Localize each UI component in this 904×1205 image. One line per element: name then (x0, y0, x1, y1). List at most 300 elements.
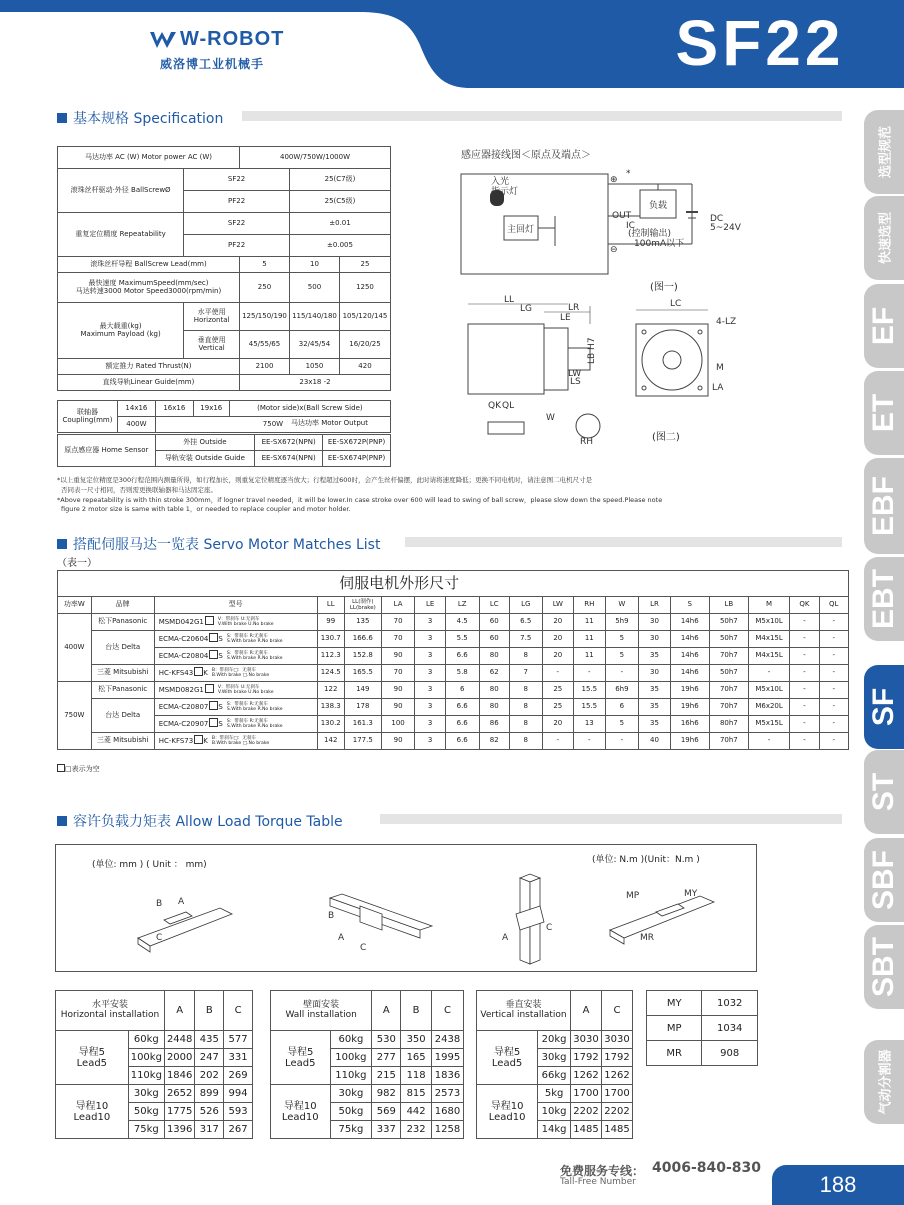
side-tab[interactable] (864, 665, 904, 749)
moment-value-cell: 1032 (702, 991, 758, 1016)
value-cell: - (819, 631, 848, 648)
value-cell: 130.2 (317, 716, 344, 733)
torque-value-cell: 1700 (602, 1085, 633, 1103)
svg-text:LC: LC (670, 299, 682, 309)
coupling-output-label: 马达功率 Motor Output (291, 419, 368, 427)
side-tab[interactable] (864, 110, 904, 194)
lead-cn: 导程10 (283, 1100, 317, 1112)
horizontal-torque-table (55, 990, 253, 1139)
value-cell: - (748, 665, 789, 682)
motor-header-cell: 品牌 (91, 597, 154, 614)
torque-col-header: A (372, 991, 401, 1031)
value-cell: 13 (574, 716, 606, 733)
motor-header-cell: LL (317, 597, 344, 614)
torque-value-cell: 1262 (571, 1067, 602, 1085)
moment-table (646, 990, 758, 1066)
value-cell: 50h7 (709, 631, 748, 648)
value-cell: 5 (605, 648, 639, 665)
value-cell: 142 (317, 733, 344, 750)
svg-text:QL: QL (502, 401, 515, 411)
value-cell: - (819, 614, 848, 631)
value-cell: 25 (542, 682, 574, 699)
brand-subtitle: 威洛博工业机械手 (160, 57, 265, 71)
value-cell: 6.6 (445, 699, 479, 716)
value-cell: - (790, 733, 819, 750)
torque-value-cell: 1792 (602, 1049, 633, 1067)
sensor-diagram-title: 感应器接线图＜原点及端点＞ (461, 150, 591, 161)
motor-table-body (58, 614, 849, 750)
torque-value-cell: 100kg (128, 1049, 164, 1067)
motor-header-cell: LZ (445, 597, 479, 614)
value-cell: 3 (415, 716, 445, 733)
brake-note (227, 634, 283, 645)
torque-value-cell: 815 (401, 1085, 432, 1103)
svg-text:LW: LW (568, 369, 582, 379)
value-cell: - (790, 631, 819, 648)
unit-mm: (单位: mm ) ( Unit ： mm) (92, 860, 207, 870)
brake-note-cn: B：带刹车□：无刹车 (211, 668, 257, 674)
value-cell: - (574, 665, 606, 682)
lead-cn: 导程5 (78, 1046, 106, 1058)
torque-value-cell: 577 (224, 1031, 253, 1049)
side-tab[interactable] (864, 196, 904, 280)
value-cell: 50h7 (709, 665, 748, 682)
model-cell (154, 648, 317, 665)
value-cell: 7.5 (509, 631, 542, 648)
value-cell: 3 (415, 733, 445, 750)
model-name: ECMA-C20604 (158, 635, 209, 644)
value-cell: 8 (509, 648, 542, 665)
value-cell: - (790, 648, 819, 665)
value-cell: 6 (445, 682, 479, 699)
value-cell: 5.5 (445, 631, 479, 648)
torque-value-cell: 110kg (128, 1067, 164, 1085)
value-cell: 5.8 (445, 665, 479, 682)
torque-value-cell: 50kg (128, 1103, 164, 1121)
motor-header-cell: LE (415, 597, 445, 614)
svg-text:LE: LE (560, 313, 571, 323)
spec-notes: *以上重复定位精度是300行程范围内测量所得，如行程加长，则重复定位精度逐当放大；行程超过600时，会产生丝杆偏摆，此时请将速度降低；更换不同电机时，请注意图二电机尺寸是 否同表一尺寸相同，否则需更换联轴器和马达固定座。 *Above repeatability is with thin stroke 300mm，if logner travel needed，it will be lower.In case stroke over 600 will lead to swing of ball screw，please slow down the speed.Please note figure 2 motor size is same with table 1，or needed to replace coupler and motor holder. (57, 476, 663, 514)
lead-cell (56, 1031, 129, 1085)
svg-text:M: M (716, 363, 724, 373)
motor-header-cell: LC (479, 597, 509, 614)
value-cell: 166.6 (344, 631, 381, 648)
svg-text:B: B (328, 911, 335, 921)
torque-value-cell: 20kg (538, 1031, 571, 1049)
svg-text:MY: MY (684, 889, 698, 899)
section-marker-icon (57, 113, 67, 123)
moment-label-cell: MR (647, 1041, 702, 1066)
brake-note (227, 702, 283, 713)
svg-text:MP: MP (626, 891, 640, 901)
torque-value-cell: 1700 (571, 1085, 602, 1103)
load-label: 负载 (649, 201, 668, 211)
value-cell: M5x15L (748, 716, 789, 733)
value-cell: 177.5 (344, 733, 381, 750)
motor-dimension-drawing (460, 294, 750, 444)
value-cell: 14h6 (670, 648, 709, 665)
torque-value-cell: 75kg (128, 1121, 164, 1139)
value-cell: 19h6 (670, 733, 709, 750)
lead-en: Lead5 (285, 1057, 316, 1069)
figure2-label: (图二) (652, 432, 680, 443)
model-name: ECMA-C20807 (158, 703, 209, 712)
value-cell: 8 (509, 682, 542, 699)
torque-value-cell: 10kg (538, 1103, 571, 1121)
value-cell: 80 (479, 682, 509, 699)
motor-header-cell: S (670, 597, 709, 614)
value-cell: 70 (381, 614, 415, 631)
value-cell: - (819, 733, 848, 750)
table-row (56, 1031, 253, 1049)
torque-value-cell: 1485 (571, 1121, 602, 1139)
side-tab-label: ET (867, 393, 900, 433)
torque-value-cell: 3030 (602, 1031, 633, 1049)
brake-note-cn: B：带刹车□：无刹车 (211, 736, 257, 742)
lead-cell (271, 1085, 331, 1139)
torque-value-cell: 2573 (432, 1085, 464, 1103)
model-suffix: K (203, 669, 208, 678)
side-tab-label: EBT (867, 569, 900, 629)
value-cell: 6.6 (445, 733, 479, 750)
power-cell: 750W (58, 682, 92, 750)
value-cell: 19h6 (670, 699, 709, 716)
value-cell: 70h7 (709, 682, 748, 699)
torque-col-header: B (401, 991, 432, 1031)
moment-value-cell: 908 (702, 1041, 758, 1066)
value-cell: 70 (381, 665, 415, 682)
brake-note-cn: S：带刹车 R:无刹车 (226, 651, 268, 657)
torque-value-cell: 30kg (128, 1085, 164, 1103)
side-tab[interactable] (864, 557, 904, 641)
svg-text:LL: LL (504, 295, 515, 305)
svg-text:LA: LA (712, 383, 724, 393)
torque-value-cell: 435 (195, 1031, 224, 1049)
brand-cell: 台达 Delta (91, 631, 154, 665)
brand-cell: 三菱 Mitsubishi (91, 665, 154, 682)
svg-text:QK: QK (488, 401, 501, 411)
table-row (271, 1085, 464, 1103)
svg-text:MR: MR (640, 933, 655, 943)
table-row (58, 682, 849, 699)
spec-section-title: 基本规格 Specification (57, 108, 223, 128)
torque-value-cell: 5kg (538, 1085, 571, 1103)
value-cell: 90 (381, 733, 415, 750)
value-cell: 30 (639, 631, 671, 648)
motor-header-cell: LR (639, 597, 671, 614)
value-cell: 35 (639, 682, 671, 699)
model-cell (154, 699, 317, 716)
value-cell: - (819, 648, 848, 665)
star-mark: * (626, 169, 631, 179)
torque-header-row (56, 991, 253, 1031)
model-cell (154, 631, 317, 648)
svg-text:LS: LS (570, 377, 581, 387)
brake-note (212, 668, 269, 679)
torque-value-cell: 30kg (538, 1049, 571, 1067)
torque-value-cell: 75kg (330, 1121, 372, 1139)
motor-header-cell: 型号 (154, 597, 317, 614)
brake-note-en: B.With brake □.No brake (211, 673, 270, 679)
main-circuit-label: 主回灯 (507, 225, 535, 235)
value-cell: - (819, 716, 848, 733)
value-cell: - (790, 665, 819, 682)
section-marker-icon (57, 816, 67, 826)
value-cell: 60 (479, 631, 509, 648)
torque-value-cell: 232 (401, 1121, 432, 1139)
value-cell: - (605, 665, 639, 682)
lead-en: Lead10 (488, 1111, 526, 1123)
value-cell: 11 (574, 614, 606, 631)
value-cell: - (542, 733, 574, 750)
install-title-en: Vertical installation (480, 1009, 567, 1020)
torque-value-cell: 1846 (164, 1067, 194, 1085)
side-tab[interactable] (864, 750, 904, 834)
motor-header-cell: M (748, 597, 789, 614)
model-name: MSMD042G1 (158, 618, 204, 627)
lead-cell (271, 1031, 331, 1085)
motor-header-cell: LG (509, 597, 542, 614)
table-row (647, 1041, 758, 1066)
value-cell: 70h7 (709, 699, 748, 716)
value-cell: 5 (605, 631, 639, 648)
model-suffix: S (218, 720, 223, 729)
torque-header-row (271, 991, 464, 1031)
value-cell: 86 (479, 716, 509, 733)
brake-note-cn: S：带刹车 R:无刹车 (226, 634, 268, 640)
value-cell: 8 (509, 733, 542, 750)
value-cell: 11 (574, 648, 606, 665)
sensor-wiring-diagram (460, 166, 750, 278)
value-cell: 35 (639, 699, 671, 716)
current-label: 100mA以下 (634, 239, 685, 249)
side-tab[interactable] (864, 371, 904, 455)
out-label: OUT (612, 211, 632, 221)
brake-note-en: S.With brake R.No brake (226, 707, 283, 713)
value-cell: 20 (542, 631, 574, 648)
table-row (58, 716, 849, 733)
side-tab[interactable] (864, 1040, 904, 1124)
torque-value-cell: 1775 (164, 1103, 194, 1121)
model-name: HC-KFS73 (158, 737, 194, 746)
side-tab-label: SBF (867, 850, 900, 910)
brake-note-en: V.With brake U.No brake (217, 690, 274, 696)
lead-cell (477, 1031, 538, 1085)
value-cell: 70h7 (709, 648, 748, 665)
side-tab-label: 气动分割器 (877, 1049, 893, 1115)
value-cell: 138.3 (317, 699, 344, 716)
table-row (58, 614, 849, 631)
brake-note-en: B.With brake □.No brake (211, 741, 270, 747)
section-bar (380, 814, 842, 824)
blank-box-icon (209, 650, 218, 659)
value-cell: 20 (542, 614, 574, 631)
value-cell: 3 (415, 699, 445, 716)
side-tab-label: SBT (867, 937, 900, 997)
model-name: HC-KFS43 (158, 669, 194, 678)
blank-box-icon (209, 718, 218, 727)
torque-value-cell: 247 (195, 1049, 224, 1067)
value-cell: 149 (344, 682, 381, 699)
side-tab[interactable] (864, 838, 904, 922)
brake-note-en: S.With brake R.No brake (226, 639, 283, 645)
value-cell: M4x15L (748, 648, 789, 665)
side-tab-label: ST (867, 772, 900, 812)
value-cell: 5h9 (605, 614, 639, 631)
torque-value-cell: 331 (224, 1049, 253, 1067)
torque-value-cell: 60kg (330, 1031, 372, 1049)
value-cell: 80 (479, 699, 509, 716)
value-cell: 8 (509, 699, 542, 716)
value-cell: 80h7 (709, 716, 748, 733)
value-cell: 19h6 (670, 682, 709, 699)
torque-value-cell: 2448 (164, 1031, 194, 1049)
model-title: SF22 (675, 7, 845, 79)
torque-value-cell: 118 (401, 1067, 432, 1085)
value-cell: 11 (574, 631, 606, 648)
side-tab[interactable] (864, 458, 904, 554)
brake-note-en: S.With brake R.No brake (226, 656, 283, 662)
lead-cn: 导程10 (75, 1100, 109, 1112)
brake-note (218, 617, 274, 628)
model-cell (154, 682, 317, 699)
svg-text:RH: RH (580, 437, 594, 444)
value-cell: 35 (639, 648, 671, 665)
brand-cell: 松下Panasonic (91, 614, 154, 631)
value-cell: 82 (479, 733, 509, 750)
torque-value-cell: 202 (195, 1067, 224, 1085)
value-cell: 15.5 (574, 699, 606, 716)
motor-header-cell: LA (381, 597, 415, 614)
blank-box-icon (209, 633, 218, 642)
coupling-sensor-table: 联轴器 Coupling(mm) 14x16 16x16 19x16 (Motor side)x(Ball Screw Side) 400W 750W (57, 400, 391, 433)
table-row (647, 1016, 758, 1041)
brake-note (212, 736, 269, 747)
torque-value-cell: 100kg (330, 1049, 372, 1067)
moment-label-cell: MY (647, 991, 702, 1016)
value-cell: M5x10L (748, 614, 789, 631)
table-row (58, 648, 849, 665)
svg-text:LR: LR (568, 303, 580, 313)
value-cell: 6h9 (605, 682, 639, 699)
table-row (58, 665, 849, 682)
install-title-cell (271, 991, 372, 1031)
vertical-torque-table (476, 990, 633, 1139)
install-title-en: Horizontal installation (60, 1009, 160, 1020)
value-cell: 161.3 (344, 716, 381, 733)
brake-note (227, 651, 283, 662)
brake-note (218, 685, 274, 696)
torque-value-cell: 1836 (432, 1067, 464, 1085)
torque-value-cell: 569 (372, 1103, 401, 1121)
side-tab-label: EF (867, 306, 900, 346)
table-row (58, 631, 849, 648)
brake-note (227, 719, 283, 730)
sensor-table: 原点感应器 Home Sensor 外挂 Outside EE-SX672(NPN) EE-SX672P(PNP) 导轨安装 Outside Guide EE-SX674(NPN) EE-SX674P(PNP) (57, 434, 391, 467)
dc-label: DC (710, 214, 724, 224)
torque-value-cell: 2202 (571, 1103, 602, 1121)
value-cell: 5 (605, 716, 639, 733)
minus-terminal-icon: ⊖ (610, 245, 618, 255)
torque-value-cell: 1485 (602, 1121, 633, 1139)
torque-value-cell: 982 (372, 1085, 401, 1103)
torque-value-cell: 442 (401, 1103, 432, 1121)
value-cell: 6.6 (445, 716, 479, 733)
motor-header-cell: QK (790, 597, 819, 614)
value-cell: 20 (542, 648, 574, 665)
torque-value-cell: 14kg (538, 1121, 571, 1139)
spec-table: 马达功率 AC (W) Motor power AC (W) 400W/750W/1000W 滚珠丝杆驱动·外径 BallScrewØ SF22 25(C7级) PF22 25(C5级) 重复定位精度 Repeatability SF22 ±0.01 PF22 ±0.005 滚珠丝杆导程 BallScrew Lead(mm) 5 10 25 最快速度 MaximumSpeed(mm/sec) 马达转速3000 Motor Speed3000(rpm/min) 250 500 1250 最大载重(kg) Maximum Payload (kg) 水平使用 Horizontal 125/150/190 115/140/180 105/120/145 垂直使用 Vertical 45/55/65 32/45/54 16/20/25 额定推力 Rated Thrust(N) 2100 1050 420 直线导轨Linear Guide(mm) 23x18 -2 (57, 146, 391, 391)
value-cell: 35 (639, 716, 671, 733)
motor-table (57, 570, 849, 750)
brake-note-en: V.With brake U.No brake (217, 622, 274, 628)
svg-text:C: C (360, 943, 367, 953)
torque-value-cell: 2000 (164, 1049, 194, 1067)
torque-value-cell: 267 (224, 1121, 253, 1139)
value-cell: - (819, 665, 848, 682)
value-cell: 3 (415, 614, 445, 631)
side-tab[interactable] (864, 925, 904, 1009)
brand-cell: 松下Panasonic (91, 682, 154, 699)
torque-value-cell: 2652 (164, 1085, 194, 1103)
torque-value-cell: 50kg (330, 1103, 372, 1121)
value-cell: 14h6 (670, 631, 709, 648)
light-label-1: 入光 (491, 177, 510, 187)
torque-value-cell: 1792 (571, 1049, 602, 1067)
torque-value-cell: 60kg (128, 1031, 164, 1049)
hotline-label: 免费服务专线： (560, 1164, 645, 1178)
value-cell: 3 (415, 648, 445, 665)
value-cell: 6 (605, 699, 639, 716)
table-row (647, 991, 758, 1016)
value-cell: - (790, 716, 819, 733)
torque-value-cell: 899 (195, 1085, 224, 1103)
torque-value-cell: 1262 (602, 1067, 633, 1085)
brand-cell: 台达 Delta (91, 699, 154, 733)
value-cell: 90 (381, 699, 415, 716)
value-cell: 60 (479, 614, 509, 631)
install-title-cell (477, 991, 571, 1031)
value-cell: 178 (344, 699, 381, 716)
torque-diagrams (120, 868, 720, 968)
empty-legend: □表示为空 (57, 764, 100, 774)
value-cell: 16h6 (670, 716, 709, 733)
torque-value-cell: 269 (224, 1067, 253, 1085)
value-cell: 90 (381, 648, 415, 665)
brake-note-cn: V：带刹车 U:无刹车 (217, 617, 260, 623)
table-row (58, 699, 849, 716)
model-cell (154, 733, 317, 750)
value-cell: 25 (542, 699, 574, 716)
torque-value-cell: 1680 (432, 1103, 464, 1121)
blank-box-icon (209, 701, 218, 710)
side-tab[interactable] (864, 284, 904, 368)
model-name: ECMA-C20907 (158, 720, 209, 729)
brand-cell: 三菱 Mitsubishi (91, 733, 154, 750)
value-cell: 15.5 (574, 682, 606, 699)
tollfree-label: Tall-Free Number (560, 1177, 636, 1187)
torque-value-cell: 994 (224, 1085, 253, 1103)
torque-value-cell: 350 (401, 1031, 432, 1049)
hotline-number: 4006-840-830 (652, 1160, 762, 1176)
table-row (271, 1031, 464, 1049)
value-cell: M5x10L (748, 682, 789, 699)
model-suffix: S (218, 635, 223, 644)
value-cell: 3 (415, 682, 445, 699)
table-row (477, 1085, 633, 1103)
torque-value-cell: 337 (372, 1121, 401, 1139)
value-cell: 165.5 (344, 665, 381, 682)
